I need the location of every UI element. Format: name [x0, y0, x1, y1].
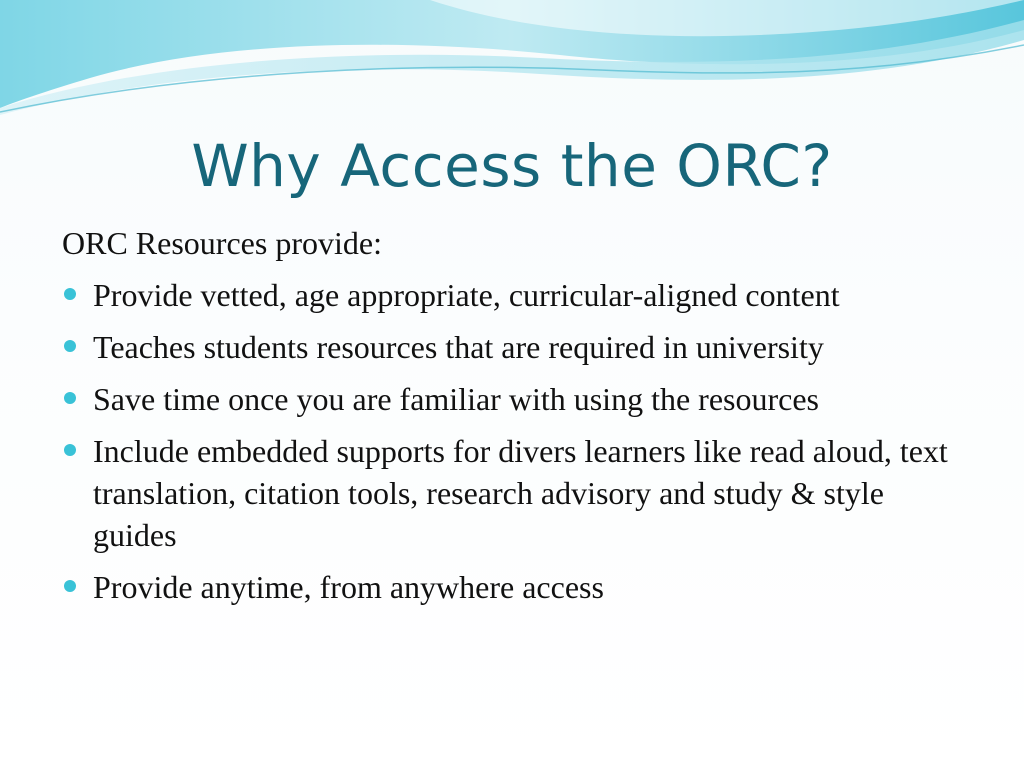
intro-text: ORC Resources provide: [62, 225, 382, 261]
list-item [62, 430, 962, 556]
bullet-text: Provide anytime, from anywhere access [93, 569, 604, 605]
bullet-list [62, 274, 962, 608]
bullet-dot-icon [64, 444, 76, 456]
slide-body [62, 222, 962, 618]
bullet-text: Teaches students resources that are required in university [93, 329, 824, 365]
bullet-text: Save time once you are familiar with using the resources [93, 381, 819, 417]
slide-title: Why Access the ORC? [191, 132, 833, 200]
bullet-dot-icon [64, 340, 76, 352]
bullet-dot-icon [64, 392, 76, 404]
bullet-dot-icon [64, 580, 76, 592]
list-item [62, 326, 962, 368]
bullet-text: Include embedded supports for divers learners like read aloud, text translation, citation tools, research advisory and study & style guides [93, 433, 948, 553]
list-item [62, 566, 962, 608]
bullet-text: Provide vetted, age appropriate, curricular-aligned content [93, 277, 840, 313]
list-item [62, 274, 962, 316]
list-item [62, 378, 962, 420]
decorative-wave-header [0, 0, 1024, 120]
bullet-dot-icon [64, 288, 76, 300]
